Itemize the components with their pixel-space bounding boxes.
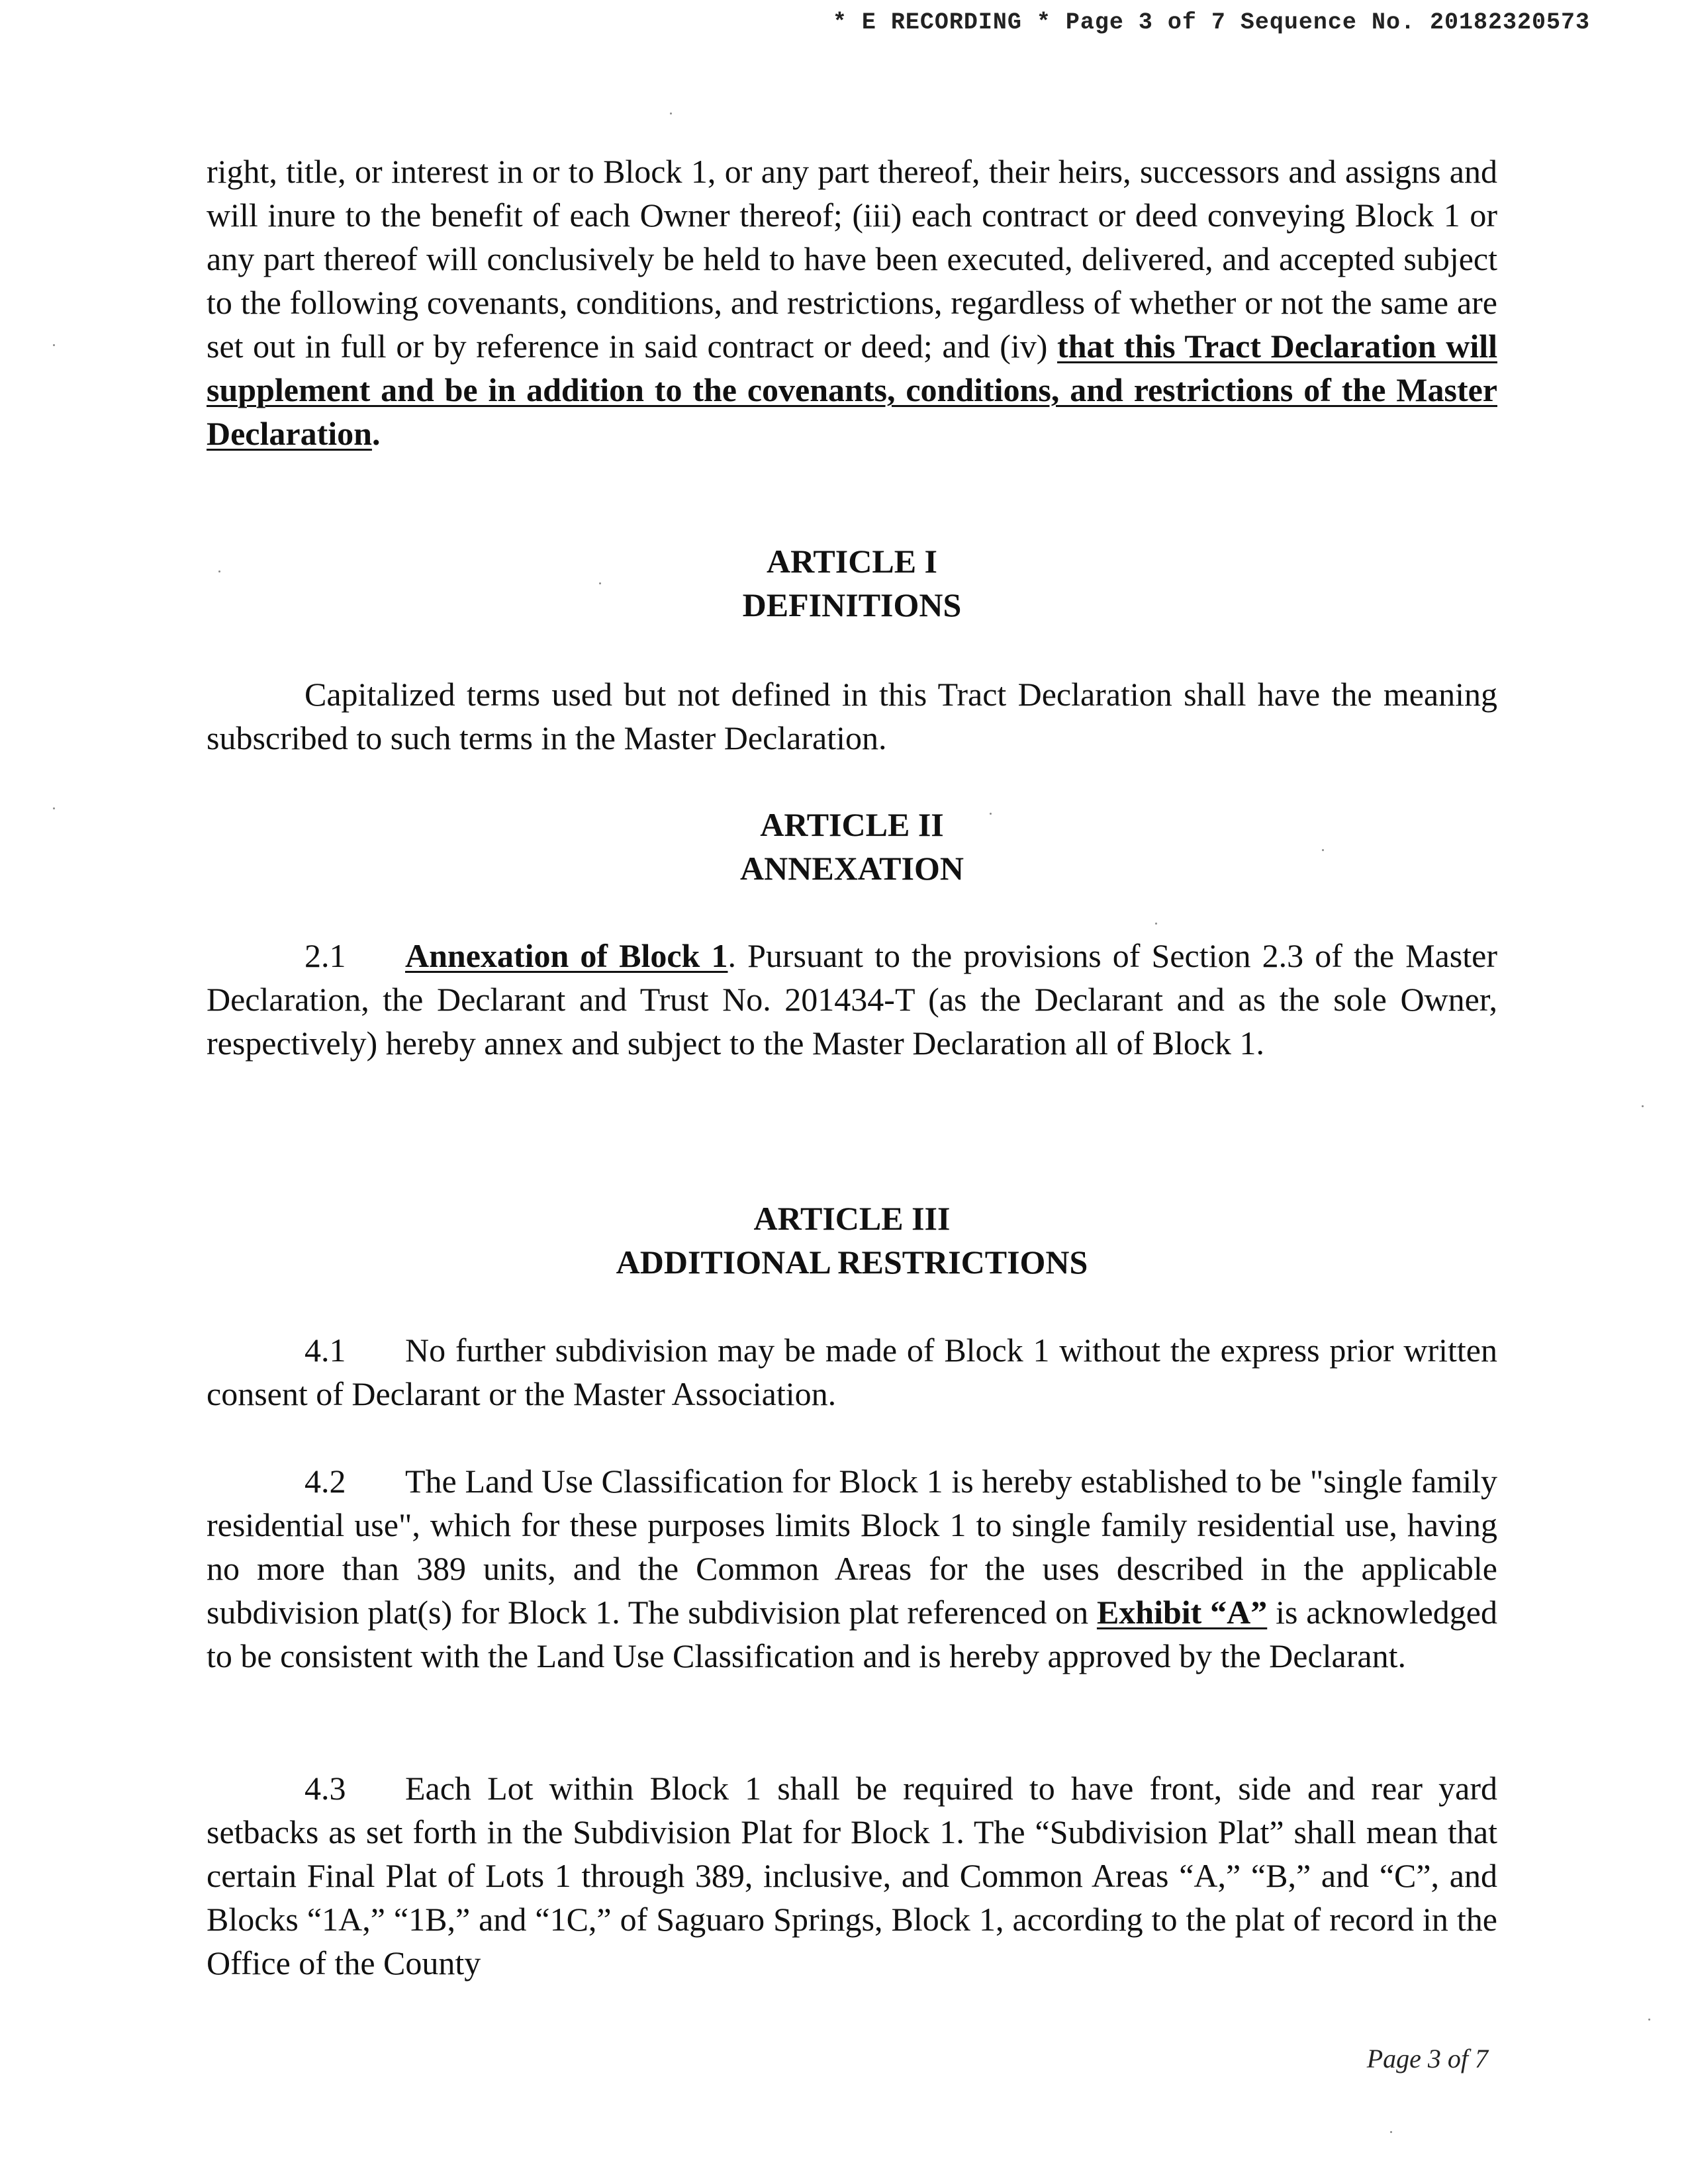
section-2-1-number: 2.1 xyxy=(305,937,346,974)
scan-speck xyxy=(53,344,55,346)
scan-speck xyxy=(990,813,992,815)
intro-period: . xyxy=(371,415,381,452)
section-4-1-number: 4.1 xyxy=(305,1332,346,1369)
article-1-heading xyxy=(207,539,1497,627)
section-2-1-text: . Pursuant to the provisions of Section 2.3 of the Master Declaration, the Declarant and Trust No. 201434-T (as the Declarant and as the sole Owner, respectively) hereby annex and subject to the Master Declaration all of Block 1. xyxy=(207,937,1497,1062)
article-2-title: ANNEXATION xyxy=(740,850,964,887)
section-4-2-number: 4.2 xyxy=(305,1463,346,1500)
section-2-1 xyxy=(207,934,1497,1109)
article-1-label: ARTICLE I xyxy=(766,543,938,580)
intro-text: right, title, or interest in or to Block 1, or any part thereof, their heirs, successors and assigns and will inure to the benefit of each Owner thereof; (iii) each contract or deed conveying Block 1 or any part thereof will conclusively be held to have been executed, delivered, and accepted subject to the following covenants, conditions, and restrictions, regardless of whether or not the same are set out in full or by reference in said contract or deed; and (iv) xyxy=(207,153,1497,365)
article-3-label: ARTICLE III xyxy=(753,1200,951,1237)
scan-speck xyxy=(1648,2019,1650,2021)
article-3-heading xyxy=(207,1197,1497,1284)
section-2-1-title: Annexation of Block 1 xyxy=(405,937,728,974)
exhibit-a-reference: Exhibit “A” xyxy=(1096,1594,1268,1631)
scan-speck xyxy=(1390,2131,1392,2133)
scan-speck xyxy=(53,807,55,809)
recording-header: * E RECORDING * Page 3 of 7 Sequence No. 20182320573 xyxy=(832,9,1590,36)
article-2-label: ARTICLE II xyxy=(760,806,944,843)
article-1-title: DEFINITIONS xyxy=(742,586,962,623)
section-4-2-text: The Land Use Classification for Block 1 is hereby established to be "single family residential use", which for these purposes limits Block 1 to single family residential use, having no more than 389 units, and the Common Areas for the uses described in the applicable subdivision plat(s) for Block 1. The subdivision plat referenced on xyxy=(207,1463,1497,1631)
section-4-3-text: Each Lot within Block 1 shall be required to have front, side and rear yard setbacks as set forth in the Subdivision Plat for Block 1. The “Subdivision Plat” shall mean that certain Final Plat of Lots 1 through 389, inclusive, and Common Areas “A,” “B,” and “C”, and Blocks “1A,” “1B,” and “1C,” of Saguaro Springs, Block 1, according to the plat of record in the Office of the County xyxy=(207,1770,1497,1981)
scan-speck xyxy=(1642,1105,1644,1107)
article-2-heading xyxy=(207,803,1497,890)
section-4-3-number: 4.3 xyxy=(305,1770,346,1807)
scan-speck xyxy=(218,570,220,572)
page-footer: Page 3 of 7 xyxy=(1366,2044,1488,2073)
article-3-title: ADDITIONAL RESTRICTIONS xyxy=(616,1244,1088,1281)
intro-emphasis: that this Tract Declaration will supplement and be in addition to the covenants, conditions, and restrictions of the Master Declaration xyxy=(207,328,1498,452)
scan-speck xyxy=(1155,923,1157,925)
section-4-3 xyxy=(207,1766,1497,2028)
section-4-1 xyxy=(207,1328,1497,1459)
article-1-paragraph xyxy=(207,672,1497,803)
scan-speck xyxy=(1322,849,1324,851)
scan-speck xyxy=(670,113,672,114)
scan-speck xyxy=(599,582,601,584)
intro-paragraph xyxy=(207,150,1497,499)
section-4-2-text-end: is acknowledged to be consistent with the Land Use Classification and is hereby approved by the Declarant. xyxy=(207,1594,1497,1674)
section-4-2 xyxy=(207,1459,1497,1721)
section-4-1-text: No further subdivision may be made of Block 1 without the express prior written consent of Declarant or the Master Association. xyxy=(207,1332,1497,1412)
article-1-text: Capitalized terms used but not defined in this Tract Declaration shall have the meaning subscribed to such terms in the Master Declaration. xyxy=(207,676,1497,756)
